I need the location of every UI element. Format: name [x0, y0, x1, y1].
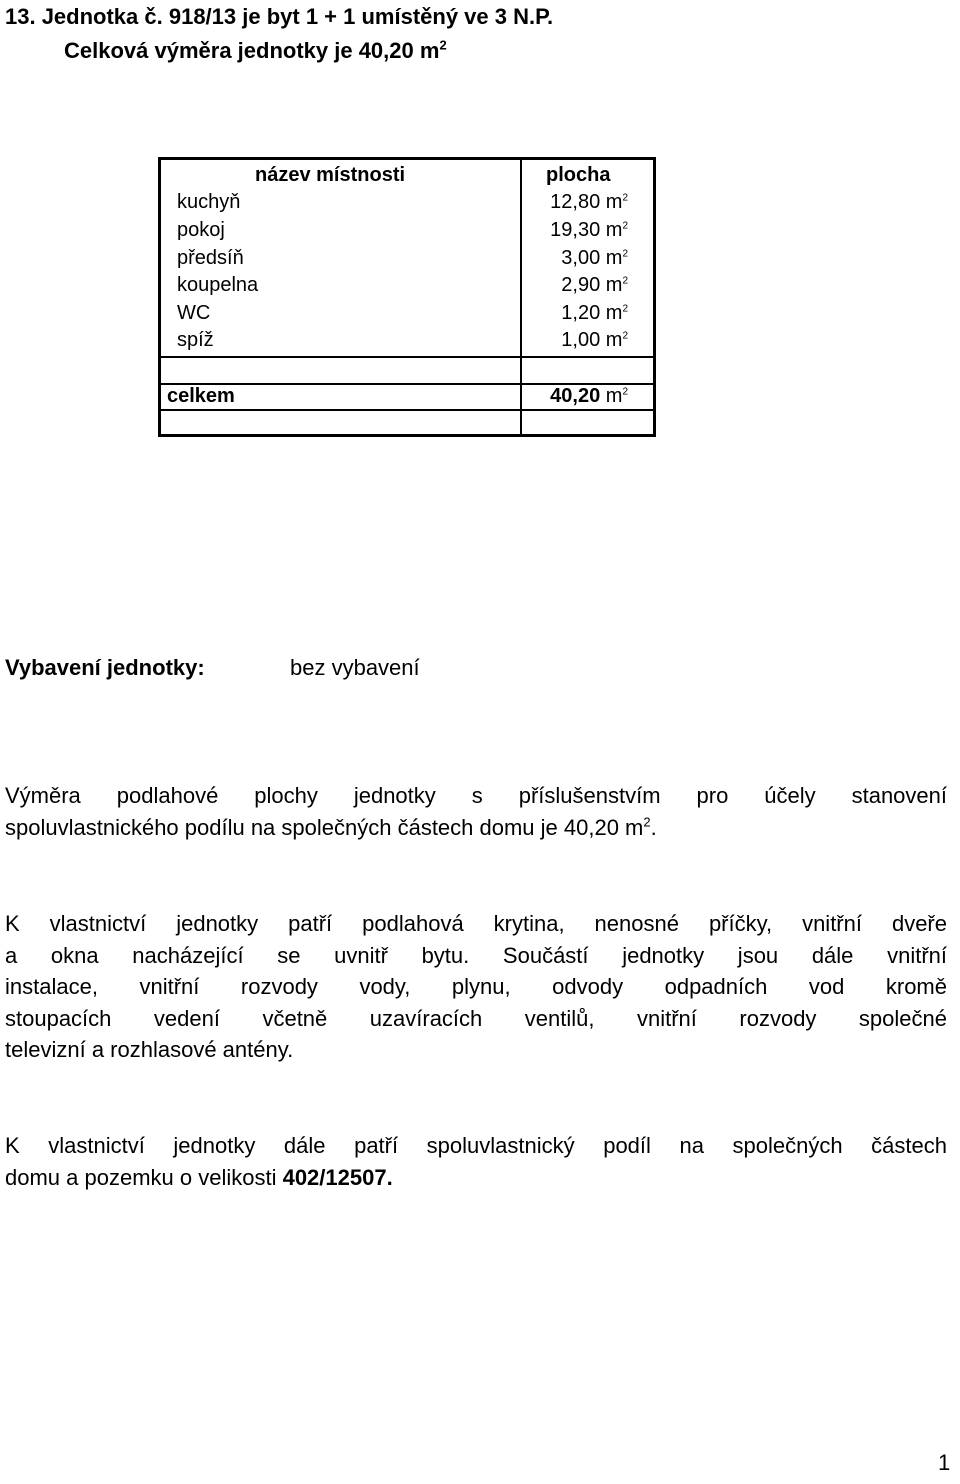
paragraph-line: Výměra podlahové plochy jednotky s příslušenstvím pro účely stanovení: [5, 783, 947, 808]
room-area: 1,00 $m^2$: [561, 329, 628, 351]
header-area: plocha: [546, 164, 611, 186]
room-area: 2,90 $m^2$: [561, 274, 628, 296]
paragraph-line: spoluvlastnického podílu na společných částech domu je 40,20 $m^2$.: [5, 814, 657, 840]
heading-title: 13. Jednotka č. 918/13 je byt 1 + 1 umístěný ve 3 N.P.: [5, 4, 554, 29]
room-area: 12,80 $m^2$: [550, 191, 628, 213]
floor-area-paragraph: [5, 780, 947, 843]
share-value: 402/12507.: [282, 1164, 393, 1190]
room-name: spíž: [177, 329, 214, 351]
room-name: koupelna: [177, 274, 259, 296]
paragraph-line: stoupacích vedení včetně uzavíracích ventilů, vnitřní rozvody společné: [5, 1005, 947, 1031]
room-name: kuchyň: [177, 191, 241, 213]
room-area: 19,30 $m^2$: [550, 219, 628, 241]
heading-total-area: Celková výměra jednotky je 40,20 $m^2$: [64, 37, 447, 63]
share-paragraph: [5, 1130, 947, 1193]
room-area: 3,00 $m^2$: [561, 247, 628, 269]
room-name: WC: [177, 302, 211, 324]
total-area: 40,20 $m^2$: [550, 385, 628, 407]
room-area: 1,20 $m^2$: [561, 302, 628, 324]
equipment-value: bez vybavení: [290, 655, 420, 680]
paragraph-line: domu a pozemku o velikosti 402/12507.: [5, 1164, 393, 1190]
room-area-table: [158, 157, 656, 437]
room-name: předsíň: [177, 247, 244, 269]
paragraph-line: K vlastnictví jednotky dále patří spoluvlastnický podíl na společných částech: [5, 1133, 947, 1158]
paragraph-line: K vlastnictví jednotky patří podlahová krytina, nenosné příčky, vnitřní dveře: [5, 911, 947, 936]
paragraph-line: a okna nacházející se uvnitř bytu. Součástí jednotky jsou dále vnitřní: [5, 942, 947, 968]
page-number: 1: [938, 1450, 951, 1475]
total-label: celkem: [167, 385, 235, 407]
header-room-name: název místnosti: [255, 164, 406, 186]
paragraph-line: instalace, vnitřní rozvody vody, plynu, odvody odpadních vod kromě: [5, 974, 947, 999]
paragraph-line: televizní a rozhlasové antény.: [5, 1037, 294, 1062]
equipment-label: Vybavení jednotky:: [5, 655, 205, 680]
room-name: pokoj: [177, 219, 225, 241]
ownership-paragraph: [5, 908, 947, 1066]
